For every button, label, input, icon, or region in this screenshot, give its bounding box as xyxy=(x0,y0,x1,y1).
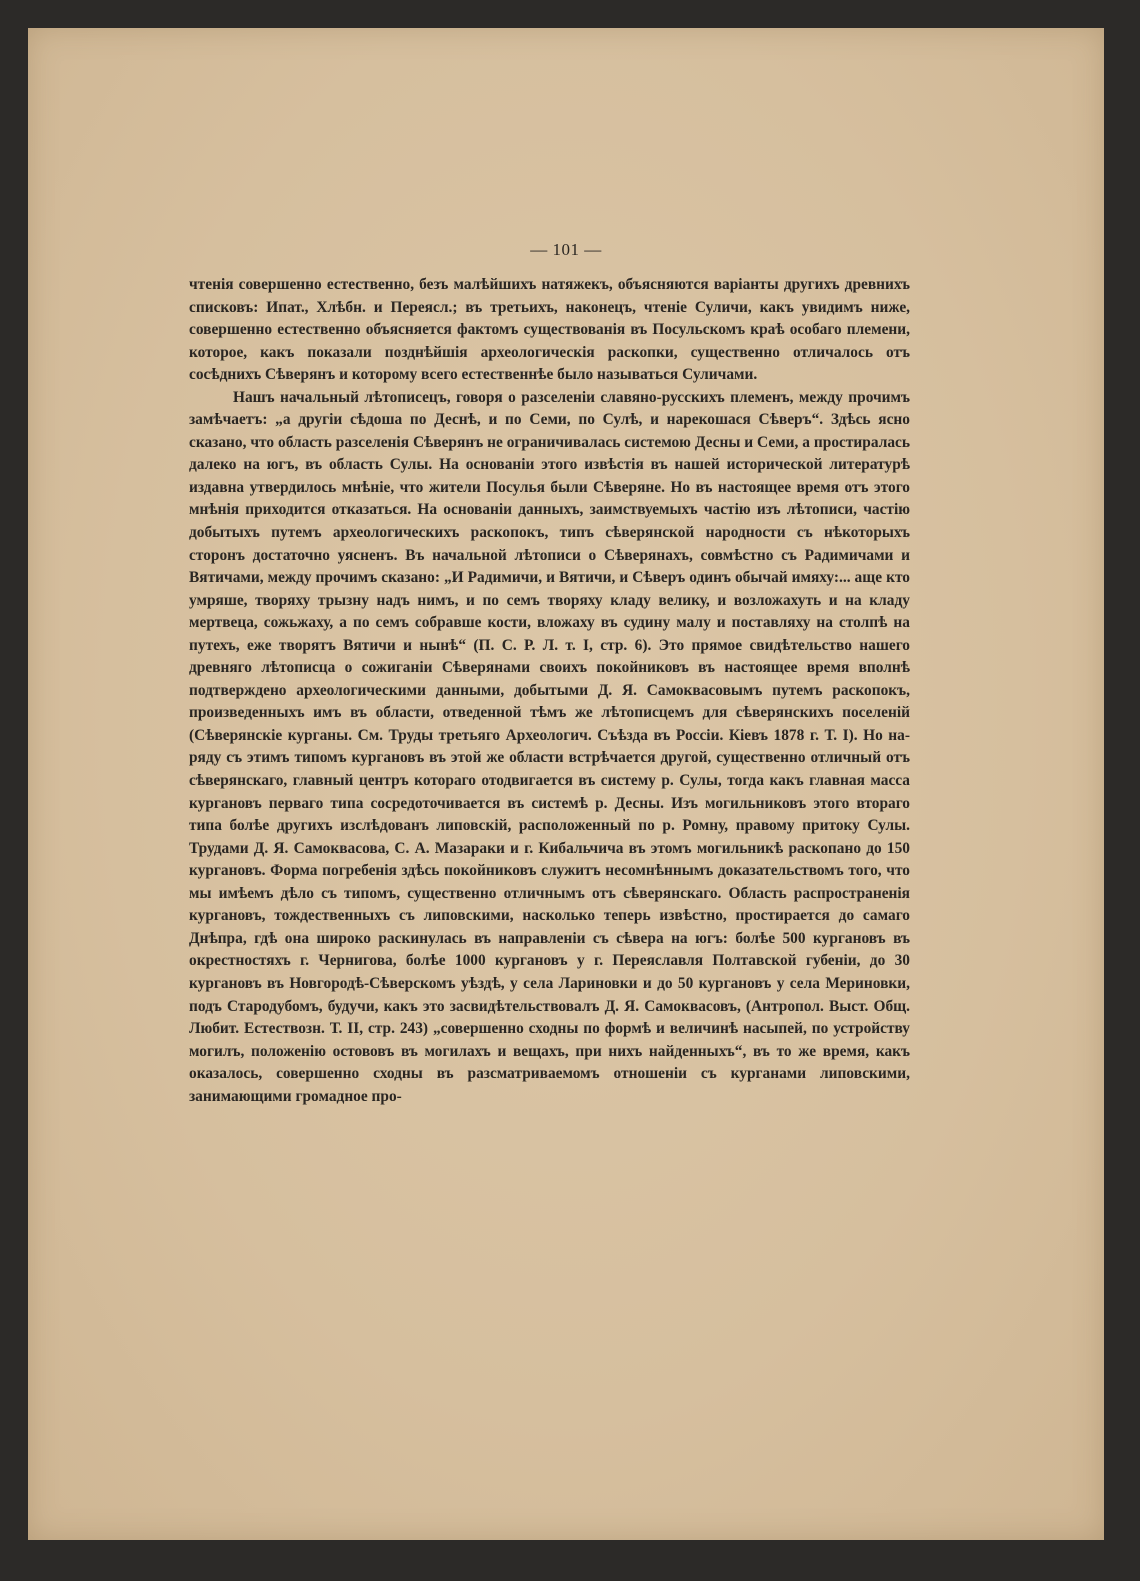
body-text xyxy=(189,274,910,1108)
paragraph-2: Нашъ начальный лѣтописецъ, говоря о разселеніи славяно-русскихъ племенъ, между прочимъ замѣчаетъ: „а другіи сѣдоша по Деснѣ, и по Семи, по Сулѣ, и нарекошася Сѣверъ“. Здѣсь ясно сказано, что область разселенія Сѣверянъ не ограничивалась системою Десны и Семи, а простиралась далеко на югъ, въ область Сулы. На основаніи этого извѣстія въ нашей исторической литературѣ издавна утвердилось мнѣніе, что жители Посулья были Сѣверяне. Но въ настоящее время отъ этого мнѣнія приходится отказаться. На основаніи данныхъ, заимствуемыхъ частію изъ лѣтописи, частію добытыхъ путемъ археологическихъ раскопокъ, типъ сѣверянской народности съ нѣкоторыхъ сторонъ достаточно уясненъ. Въ начальной лѣтописи о Сѣверянахъ, совмѣстно съ Радимичами и Вятичами, между прочимъ сказано: „И Радимичи, и Вятичи, и Сѣверъ одинъ обычай имяху:... аще кто умряше, творяху трызну надъ нимъ, и по семъ творяху кладу велику, и возложахуть и на кладу мертвеца, сожьжаху, а по семъ собравше кости, вложаху въ судину малу и поставляху на столпѣ на путехъ, еже творятъ Вятичи и нынѣ“ (П. С. Р. Л. т. I, стр. 6). Это прямое свидѣтельство нашего древняго лѣтописца о сожиганіи Сѣверянами своихъ покойниковъ въ настоящее время вполнѣ подтверждено археологическими данными, добытыми Д. Я. Самоквасовымъ путемъ раскопокъ, произведенныхъ имъ въ области, отведенной тѣмъ же лѣтописцемъ для сѣверянскихъ поселеній (Сѣверянскіе курганы. См. Труды третьяго Археологич. Съѣзда въ Россіи. Кіевъ 1878 г. Т. I). Но на-ряду съ этимъ типомъ кургановъ въ этой же области встрѣчается другой, существенно отличный отъ сѣверянскаго, главный центръ котораго отодвигается въ систему р. Сулы, тогда какъ главная масса кургановъ перваго типа сосредоточивается въ системѣ р. Десны. Изъ могильниковъ этого втораго типа болѣе другихъ изслѣдованъ липовскій, расположенный по р. Ромну, правому притоку Сулы. Трудами Д. Я. Самоквасова, С. А. Мазараки и г. Кибальчича въ этомъ могильникѣ раскопано до 150 кургановъ. Форма погребенія здѣсь покойниковъ служитъ несомнѣннымъ доказательствомъ того, что мы имѣемъ дѣло съ типомъ, существенно отличнымъ отъ сѣверянскаго. Область распространенія кургановъ, тождественныхъ съ липовскими, насколько теперь извѣстно, простирается до самаго Днѣпра, гдѣ она широко раскинулась въ направленіи съ сѣвера на югъ: болѣе 500 кургановъ въ окрестностяхъ г. Чернигова, болѣе 1000 кургановъ у г. Переяславля Полтавской губеніи, до 30 кургановъ въ Новгородѣ-Сѣверскомъ уѣздѣ, у села Лариновки и до 50 кургановъ у села Мериновки, подъ Стародубомъ, будучи, какъ это засвидѣтельствовалъ Д. Я. Самоквасовъ, (Антропол. Выст. Общ. Любит. Естествозн. Т. II, стр. 243) „совершенно сходны по формѣ и величинѣ насыпей, по устройству могилъ, положенію остововъ въ могилахъ и вещахъ, при нихъ найденныхъ“, въ то же время, какъ оказалось, совершенно сходны въ разсматриваемомъ отношеніи съ курганами липовскими, занимающими громадное про- xyxy=(189,388,910,1105)
page-number: — 101 — xyxy=(530,240,602,259)
paragraph-1: чтенія совершенно естественно, безъ малѣйшихъ натяжекъ, объясняются варіанты другихъ древнихъ списковъ: Ипат., Хлѣбн. и Переясл.; въ третьихъ, наконецъ, чтеніе Суличи, какъ увидимъ ниже, совершенно естественно объясняется фактомъ существованія въ Посульскомъ краѣ особаго племени, которое, какъ показали позднѣйшія археологическія раскопки, существенно отличалось отъ сосѣднихъ Сѣверянъ и которому всего естественнѣе было называться Суличами. xyxy=(189,276,910,384)
document-page xyxy=(28,28,1104,1540)
